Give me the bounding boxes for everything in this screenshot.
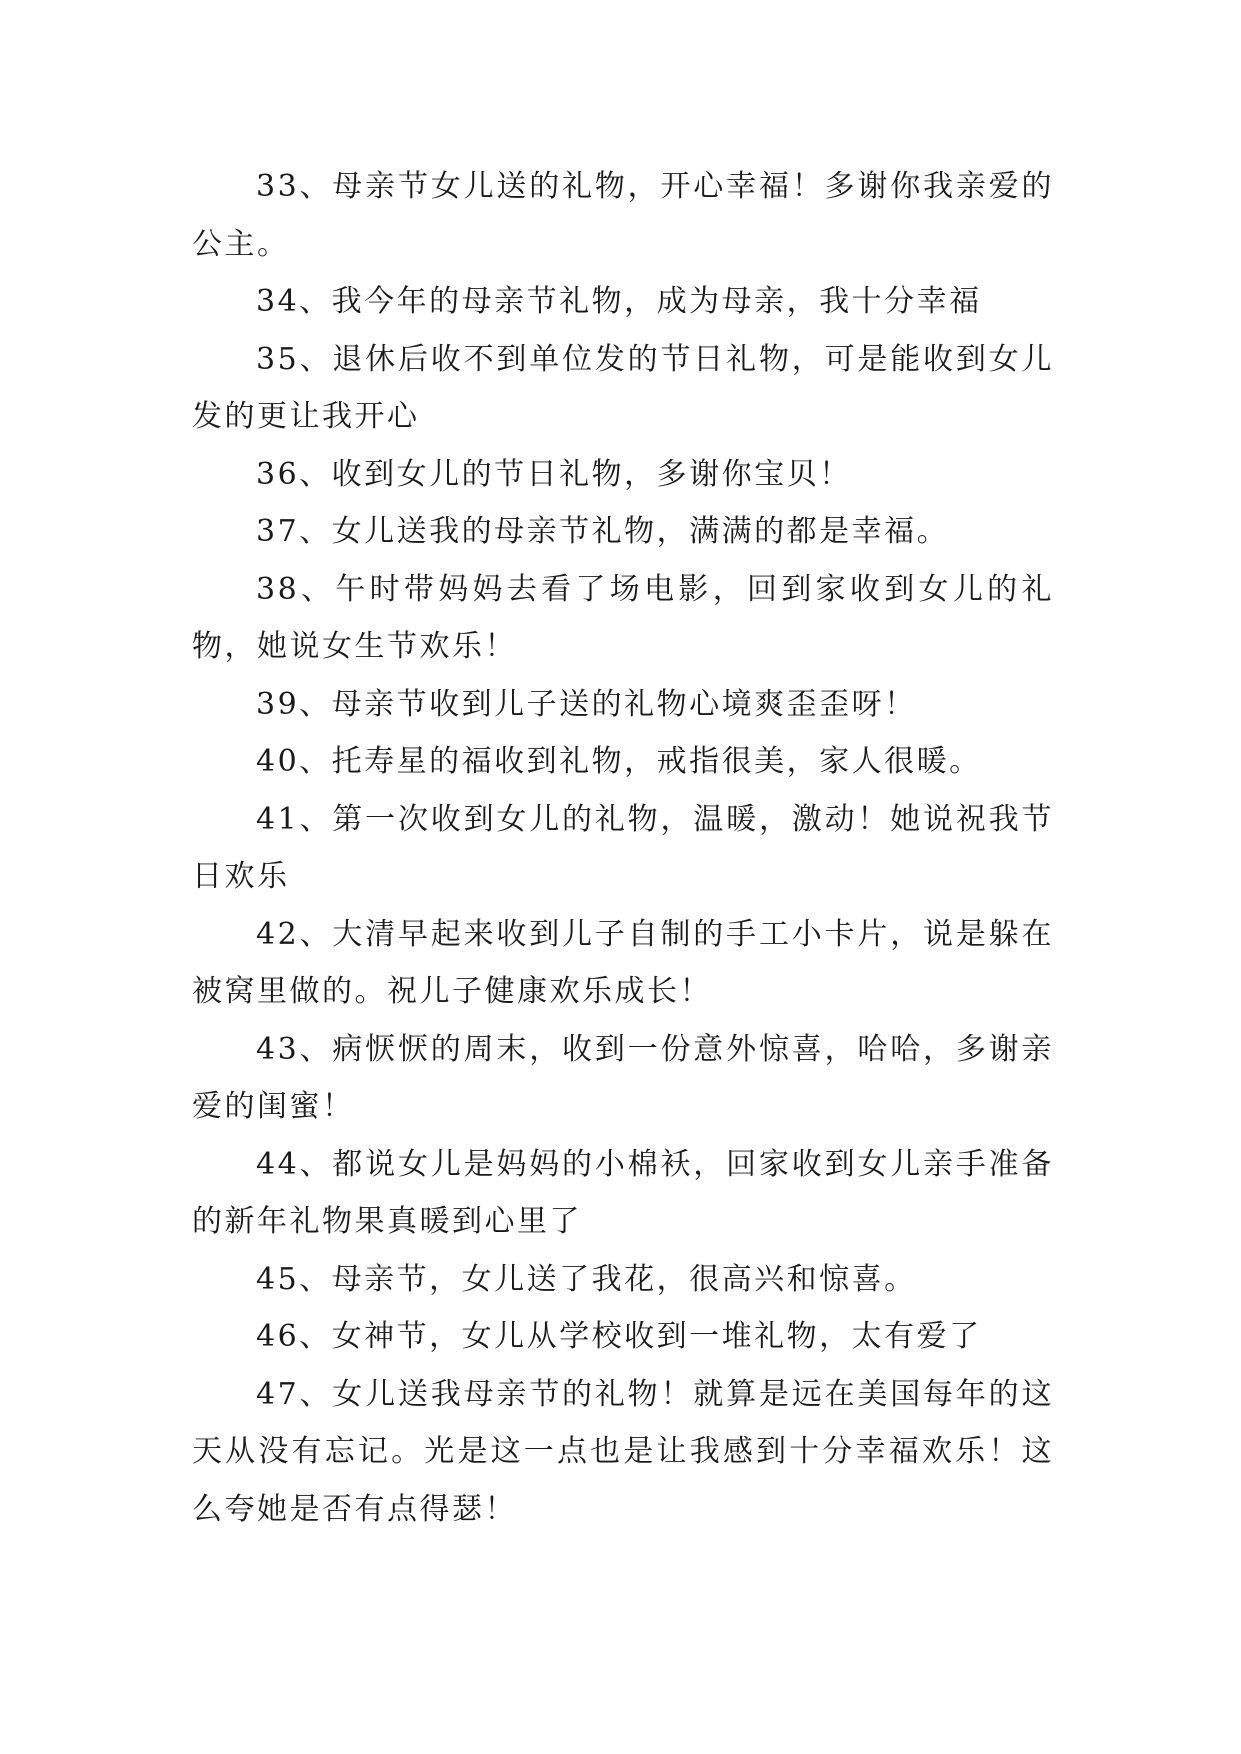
paragraph-44: 44、都说女儿是妈妈的小棉袄，回家收到女儿亲手准备的新年礼物果真暖到心里了 [192, 1146, 1054, 1239]
paragraph-40: 40、托寿星的福收到礼物，戒指很美，家人很暖。 [256, 744, 982, 779]
paragraph-39: 39、母亲节收到儿子送的礼物心境爽歪歪呀！ [256, 686, 917, 722]
document-body [192, 158, 1054, 1538]
paragraph-38: 38、午时带妈妈去看了场电影，回到家收到女儿的礼物，她说女生节欢乐！ [192, 571, 1054, 664]
paragraph-46: 46、女神节，女儿从学校收到一堆礼物，太有爱了 [256, 1319, 982, 1354]
paragraph-41: 41、第一次收到女儿的礼物，温暖，激动！她说祝我节日欢乐 [192, 801, 1054, 894]
paragraph-34: 34、我今年的母亲节礼物，成为母亲，我十分幸福 [256, 284, 982, 319]
paragraph-45: 45、母亲节，女儿送了我花，很高兴和惊喜。 [256, 1261, 917, 1297]
paragraph-35: 35、退休后收不到单位发的节日礼物，可是能收到女儿发的更让我开心 [192, 341, 1054, 434]
paragraph-33: 33、母亲节女儿送的礼物，开心幸福！多谢你我亲爱的公主。 [192, 169, 1054, 262]
paragraph-36: 36、收到女儿的节日礼物，多谢你宝贝！ [256, 456, 852, 492]
paragraph-37: 37、女儿送我的母亲节礼物，满满的都是幸福。 [256, 514, 950, 549]
paragraph-42: 42、大清早起来收到儿子自制的手工小卡片，说是躲在被窝里做的。祝儿子健康欢乐成长！ [192, 916, 1054, 1009]
paragraph-43: 43、病恹恹的周末，收到一份意外惊喜，哈哈，多谢亲爱的闺蜜！ [192, 1031, 1054, 1124]
paragraph-47: 47、女儿送我母亲节的礼物！就算是远在美国每年的这天从没有忘记。光是这一点也是让我感到十分幸福欢乐！这么夸她是否有点得瑟！ [192, 1376, 1054, 1527]
